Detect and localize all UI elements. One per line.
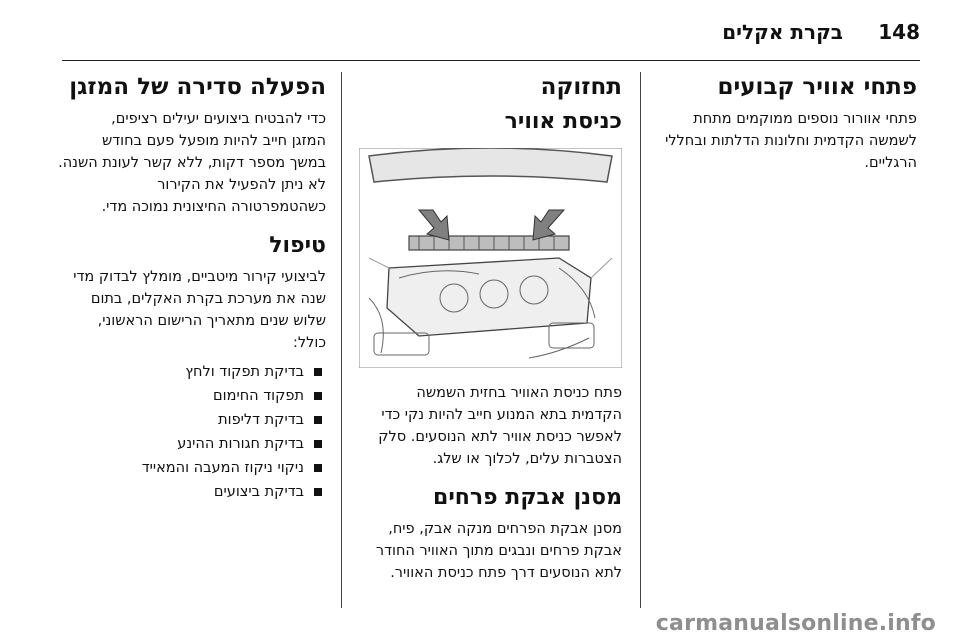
body-line: כדי להבטיח ביצועים יעילים רציפים,: [111, 111, 326, 127]
section-ac-operation: [56, 72, 326, 504]
body-line: כשהטמפרטורה החיצונית נמוכה מדי.: [101, 199, 326, 215]
body-line: המזגן חייב להיות מופעל פעם בחודש: [101, 133, 326, 149]
section-title: פתחי אוויר קבועים: [717, 74, 917, 100]
page-number: 148: [878, 20, 920, 44]
list-item: ניקוי ניקוז המעבה והמאייד: [56, 456, 326, 480]
column-divider-left: [341, 72, 342, 608]
list-item: בדיקת תפקוד ולחץ: [56, 360, 326, 384]
subsection-title: מסנן אבקת פרחים: [433, 485, 622, 510]
body-line: מסנן אבקת הפרחים מנקה אבק, פיח,: [388, 521, 622, 537]
subsection-title: טיפול: [269, 233, 326, 258]
section-fixed-vents: [655, 72, 917, 174]
bullet-icon: [314, 368, 322, 376]
body-line: שנה את מערכת בקרת האקלים, בתום: [90, 291, 326, 307]
section-maintenance: [356, 72, 622, 584]
body-line: פתח כניסת האוויר בחזית השמשה: [416, 385, 622, 401]
body-line: לשמשה הקדמית וחלונות הדלתות ובחללי: [665, 133, 917, 149]
body-line: לא ניתן להפעיל את הקירור: [157, 177, 326, 193]
section-title: תחזוקה: [540, 74, 622, 100]
body-line: אבקת פרחים ונבגים מתוך האוויר החודר: [375, 543, 622, 559]
header-rule: [62, 60, 920, 61]
list-item: בדיקת חגורות ההינע: [56, 432, 326, 456]
body-line: הצטברות עלים, לכלוך או שלג.: [432, 451, 622, 467]
watermark: carmanualsonline.info: [655, 611, 936, 636]
list-item: תפקוד החימום: [56, 384, 326, 408]
page-header: [0, 0, 960, 62]
body-line: לביצועי קירור מיטביים, מומלץ לבדוק מדי: [73, 269, 326, 285]
bullet-icon: [314, 416, 322, 424]
list-item: בדיקת ביצועים: [56, 480, 326, 504]
body-line: במשך מספר דקות, ללא קשר לעונת השנה.: [58, 155, 326, 171]
body-line: לאפשר כניסת אוויר לתא הנוסעים. סלק: [378, 429, 622, 445]
list-item: בדיקת דליפות: [56, 408, 326, 432]
body-line: הקדמית בתא המנוע חייב להיות נקי כדי: [381, 407, 622, 423]
subsection-title: כניסת אוויר: [504, 109, 622, 134]
body-line: כולל:: [293, 335, 326, 351]
body-line: פתחי אוורור נוספים ממוקמים מתחת: [693, 111, 917, 127]
bullet-icon: [314, 440, 322, 448]
column-divider-right: [640, 72, 641, 608]
body-line: הרגליים.: [864, 155, 917, 171]
bullet-icon: [314, 464, 322, 472]
chapter-title: בקרת אקלים: [722, 20, 843, 44]
service-list: [56, 360, 326, 504]
body-line: שלוש שנים מתאריך הרישום הראשוני,: [97, 313, 326, 329]
body-line: לתא הנוסעים דרך פתח כניסת האוויר.: [390, 565, 622, 581]
bullet-icon: [314, 488, 322, 496]
section-title: הפעלה סדירה של המזגן: [69, 74, 326, 100]
engine-bay-illustration: [359, 148, 622, 368]
bullet-icon: [314, 392, 322, 400]
